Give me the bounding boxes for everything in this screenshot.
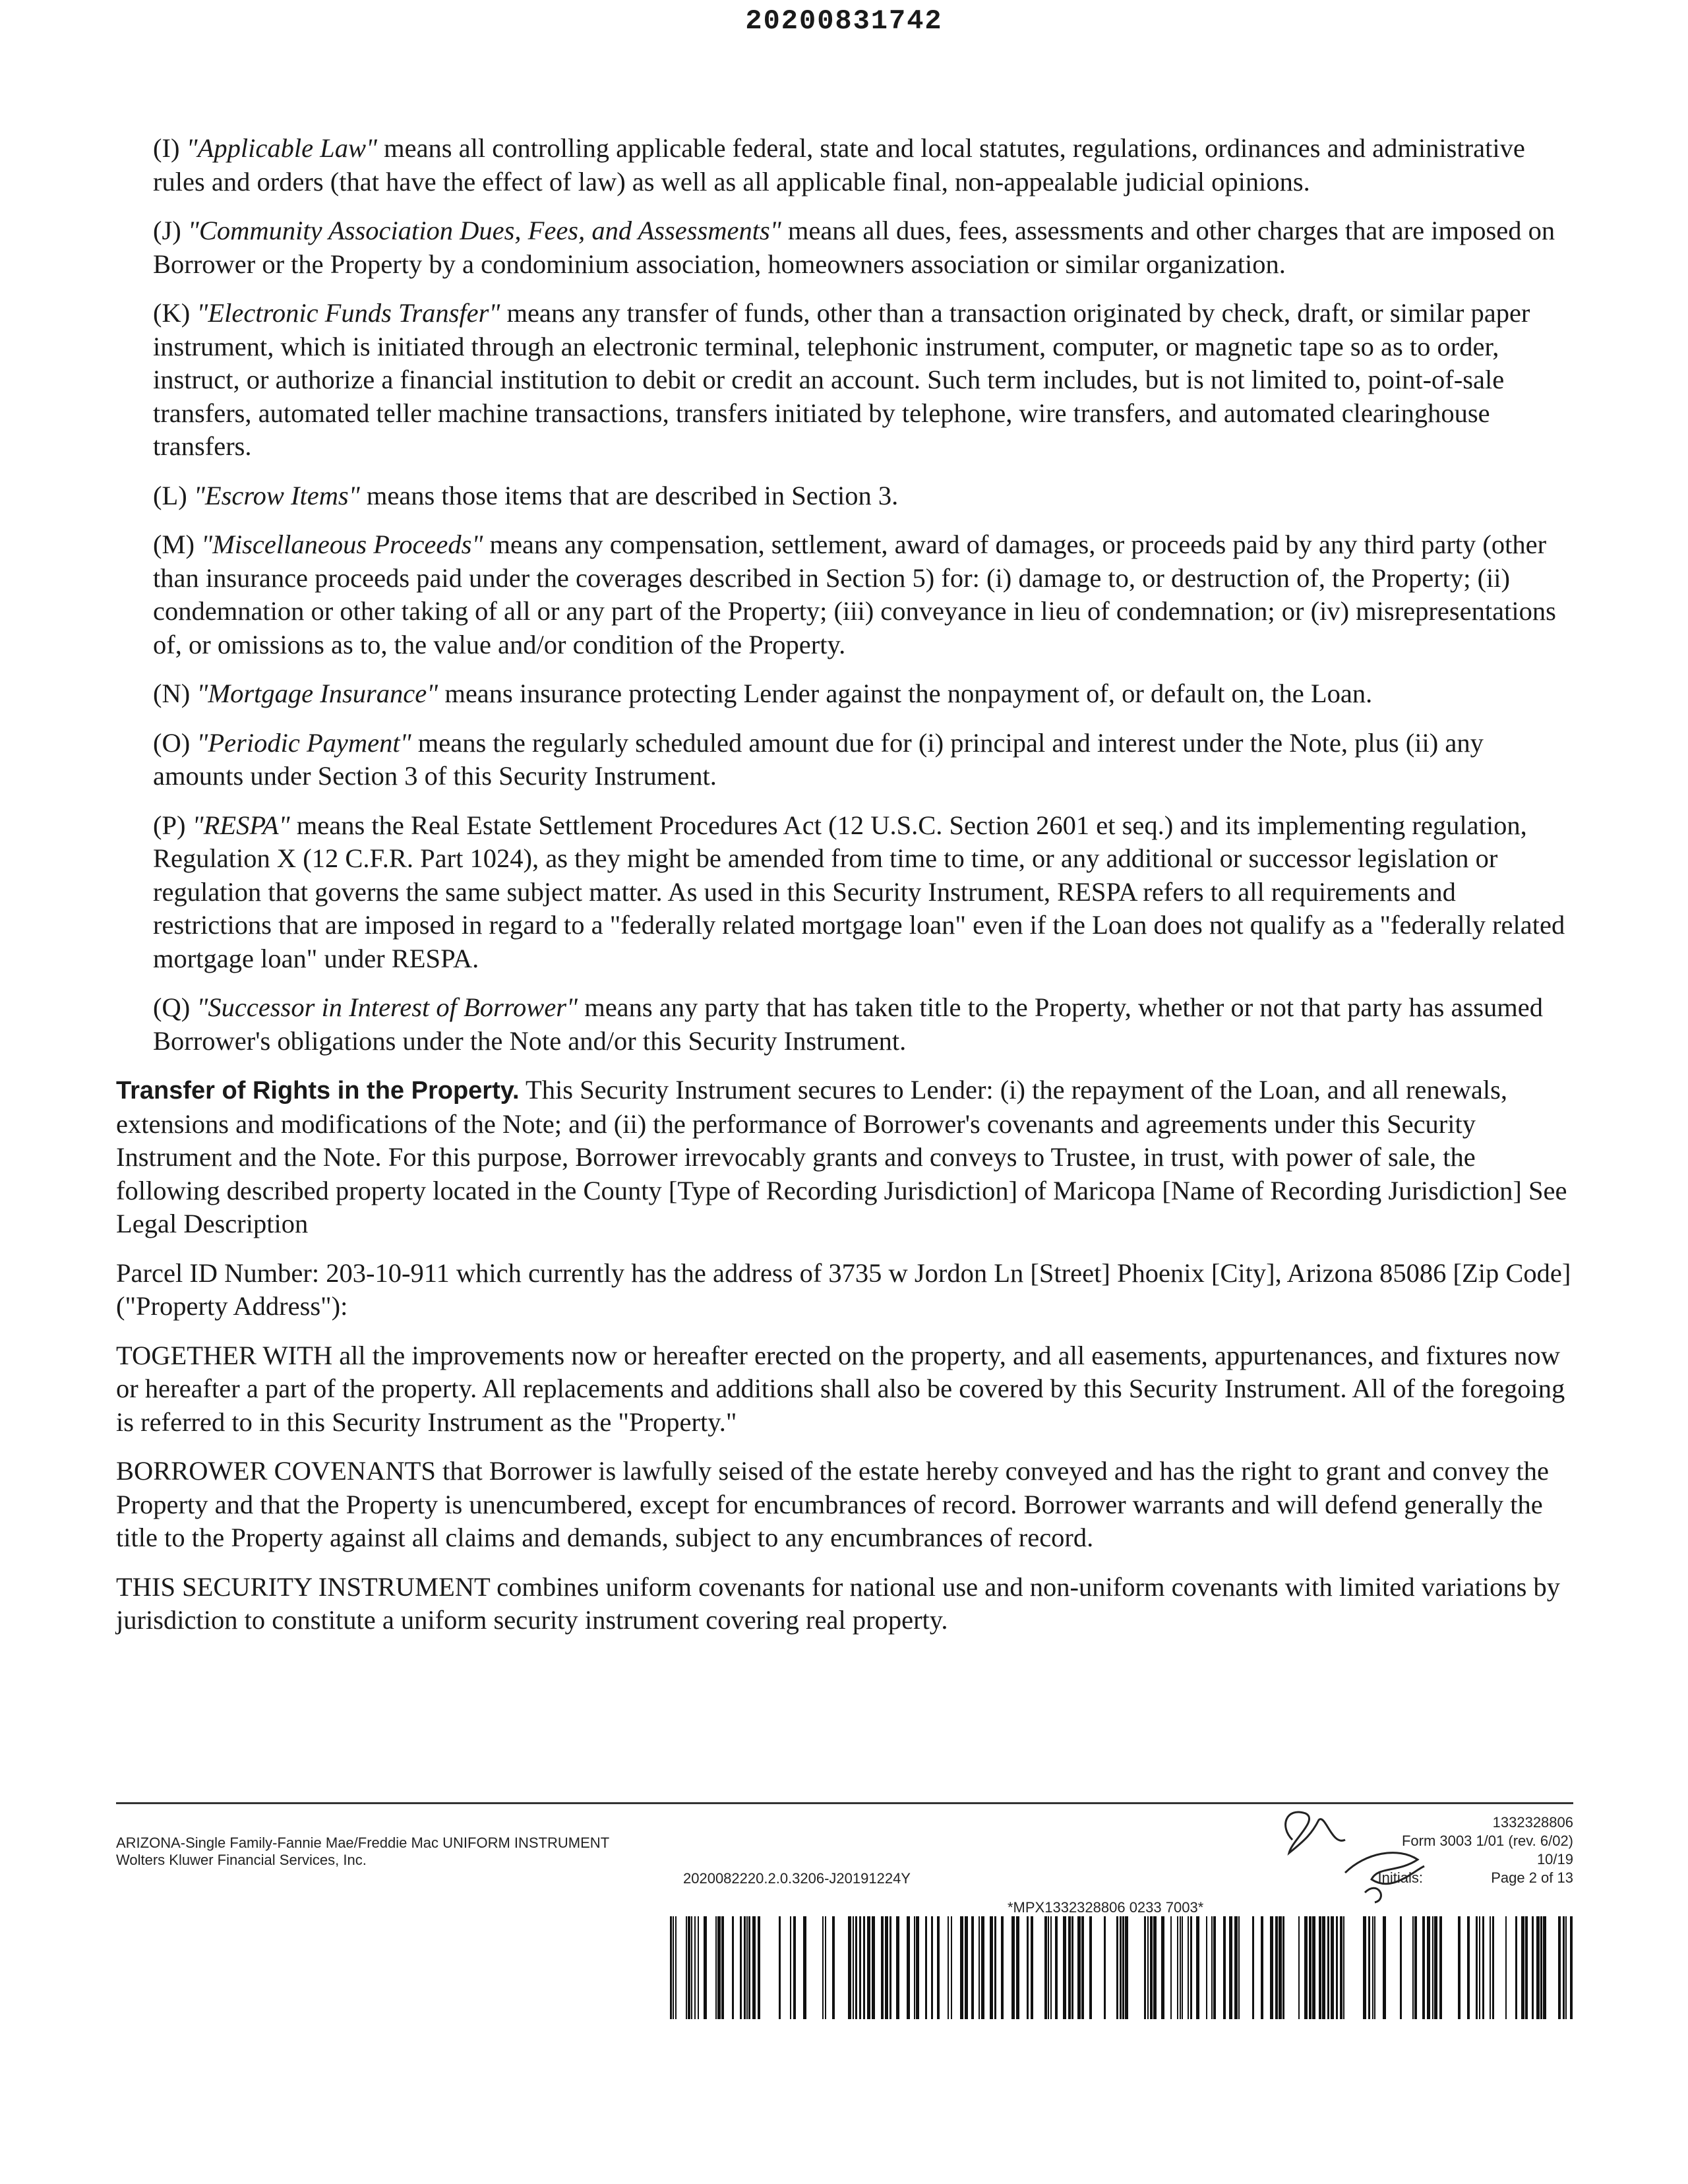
barcode-bar: [1336, 1916, 1338, 2019]
form-number: Form 3003 1/01 (rev. 6/02): [1401, 1833, 1573, 1849]
barcode-bar: [1048, 1916, 1049, 2019]
barcode-bar: [1170, 1916, 1172, 2019]
definition-letter: (M): [153, 530, 195, 559]
barcode-bar: [1104, 1916, 1106, 2019]
barcode-bar: [1532, 1916, 1534, 2019]
definition-letter: (P): [153, 810, 186, 840]
barcode-bar: [793, 1916, 796, 2019]
barcode-bar: [1144, 1916, 1146, 2019]
barcode-bar: [1147, 1916, 1149, 2019]
barcode-bar: [1027, 1916, 1029, 2019]
barcode-bar: [691, 1916, 692, 2019]
barcode-bar: [1427, 1916, 1430, 2019]
definitions-list: [116, 132, 1573, 1058]
barcode-bar: [1206, 1916, 1207, 2019]
barcode-bar: [717, 1916, 721, 2019]
barcode-bar: [914, 1916, 915, 2019]
barcode-bar: [698, 1916, 699, 2019]
barcode-bar: [948, 1916, 949, 2019]
initials-label: Initials:: [1377, 1869, 1423, 1886]
barcode-bar: [960, 1916, 963, 2019]
barcode-bar: [1432, 1916, 1433, 2019]
barcode-bar: [1565, 1916, 1567, 2019]
definition-item: [153, 528, 1573, 661]
definition-text: means all controlling applicable federal, state and local statutes, regulations, ordinances and administrative rules and orders (that have the effect of law) as well as all applicable final, non-appealable judicial opinions.: [153, 133, 1525, 197]
definition-term: "RESPA": [192, 810, 290, 840]
definition-letter: (Q): [153, 992, 191, 1022]
barcode-bar: [1368, 1916, 1370, 2019]
definition-term: "Applicable Law": [186, 133, 377, 163]
barcode-bar: [832, 1916, 835, 2019]
barcode-bar: [1068, 1916, 1071, 2019]
transfer-paragraph: [116, 1074, 1573, 1241]
barcode-bar: [1505, 1916, 1507, 2019]
barcode-bar: [1476, 1916, 1478, 2019]
barcode-bar: [1467, 1916, 1470, 2019]
barcode-bar: [1570, 1916, 1573, 2019]
barcode-bar: [881, 1916, 884, 2019]
barcode-bar: [744, 1916, 746, 2019]
barcode-bar: [1563, 1916, 1565, 2019]
barcode-bar: [1275, 1916, 1278, 2019]
barcode-bar: [981, 1916, 984, 2019]
definition-text: means any party that has taken title to the Property, whether or not that party has assumed Borrower's obligations under the Note and/or this Security Instrument.: [153, 992, 1544, 1056]
transfer-heading: Transfer of Rights in the Property.: [116, 1077, 520, 1105]
barcode-bar: [872, 1916, 875, 2019]
definition-item: [153, 479, 1573, 513]
barcode-bar: [740, 1916, 742, 2019]
barcode-bar: [688, 1916, 690, 2019]
barcode-bar: [779, 1916, 781, 2019]
together-paragraph: TOGETHER WITH all the improvements now or hereafter erected on the property, and all easements, appurtenances, and fixtures now or hereafter a part of the property. All replacements and additions shall also be covered by this Security Instrument. All of the foregoing is referred to in this Security Instrument as the "Property.": [116, 1340, 1565, 1437]
definition-item: [153, 677, 1573, 711]
barcode-bar: [925, 1916, 927, 2019]
barcode-bar: [1223, 1916, 1226, 2019]
transfer-text: This Security Instrument secures to Lender: (i) the repayment of the Loan, and all renewals, extensions and modifications of the Note; and (ii) the performance of Borrower's covenants and agreements under this Security Instrument and the Note. For this purpose, Borrower irrevocably grants and conveys to Trustee, in trust, with power of sale, the following described property located in the County [Type of Recording Jurisdiction] of Maricopa [Name of Recording Jurisdiction] See Legal Description: [116, 1075, 1567, 1238]
definition-item: [153, 809, 1573, 976]
definition-text: means all dues, fees, assessments and other charges that are imposed on Borrower or the Property by a condominium association, homeowners association or similar organization.: [153, 216, 1555, 279]
barcode-bar: [1312, 1916, 1315, 2019]
definition-letter: (K): [153, 298, 191, 328]
barcode-bar: [1234, 1916, 1238, 2019]
barcode-bar: [1540, 1916, 1542, 2019]
barcode-bar: [790, 1916, 791, 2019]
definition-term: "Electronic Funds Transfer": [196, 298, 500, 328]
barcode-bar: [1050, 1916, 1052, 2019]
barcode-bar: [889, 1916, 891, 2019]
barcode-bar: [848, 1916, 851, 2019]
barcode-bar: [1482, 1916, 1484, 2019]
barcode-bar: [1282, 1916, 1284, 2019]
borrower-covenants-paragraph: BORROWER COVENANTS that Borrower is lawfully seised of the estate hereby conveyed and has the right to grant and convey the Property and that the Property is unencumbered, except for encumbrances of record. Borrower warrants and will defend generally the title to the Property against all claims and demands, subject to any encumbrances of record.: [116, 1456, 1549, 1552]
barcode-bar: [1120, 1916, 1122, 2019]
barcode-bar: [673, 1916, 674, 2019]
definition-text: means any compensation, settlement, award of damages, or proceeds paid by any third party (other than insurance proceeds paid under the coverages described in Section 5) for: (i) damage to, or destruction of, the Property; (ii) condemnation or other taking of all or any part of the Property; (iii) conveyance in lieu of condemnation; or (iv) misrepresentations of, or omissions as to, the value and/or condition of the Property.: [153, 530, 1556, 659]
definition-letter: (L): [153, 480, 187, 510]
barcode-bar: [1414, 1916, 1417, 2019]
barcode-bar: [1116, 1916, 1118, 2019]
definition-letter: (N): [153, 679, 191, 708]
barcode-bar: [1125, 1916, 1128, 2019]
barcode-bar: [1515, 1916, 1517, 2019]
barcode-bar: [1177, 1916, 1178, 2019]
barcode-bar: [704, 1916, 707, 2019]
barcode-bar: [1536, 1916, 1540, 2019]
barcode-bar: [1434, 1916, 1437, 2019]
barcode-bar: [746, 1916, 748, 2019]
definition-letter: (J): [153, 216, 181, 245]
page-number: Page 2 of 13: [1491, 1869, 1573, 1886]
barcode-bar: [1490, 1916, 1491, 2019]
definition-letter: (I): [153, 133, 180, 163]
document-number: 20200831742: [745, 5, 943, 37]
barcode-bar: [1211, 1916, 1213, 2019]
barcode-bar: [1327, 1916, 1329, 2019]
definition-term: "Community Association Dues, Fees, and Assessments": [187, 216, 781, 245]
barcode-bar: [937, 1916, 940, 2019]
definition-term: "Escrow Items": [193, 480, 360, 510]
definition-term: "Mortgage Insurance": [196, 679, 438, 708]
barcode-bar: [1521, 1916, 1524, 2019]
barcode-bar: [1319, 1916, 1321, 2019]
initials-signature: [1266, 1800, 1464, 1906]
barcode-bar: [916, 1916, 919, 2019]
form-revision: 10/19: [1536, 1851, 1573, 1867]
barcode-bar: [732, 1916, 734, 2019]
barcode-bar: [1001, 1916, 1004, 2019]
barcode-bar: [971, 1916, 974, 2019]
barcode-bar: [859, 1916, 861, 2019]
barcode-bar: [686, 1916, 687, 2019]
barcode-bar: [1400, 1916, 1402, 2019]
security-instrument-paragraph: THIS SECURITY INSTRUMENT combines uniform covenants for national use and non-uniform covenants with limited variations by jurisdiction to constitute a uniform security instrument covering real property.: [116, 1571, 1561, 1635]
barcode-bar: [748, 1916, 750, 2019]
barcode-bar: [1016, 1916, 1019, 2019]
barcode-bar: [694, 1916, 696, 2019]
definition-item: [153, 214, 1573, 281]
barcode-bar: [1261, 1916, 1263, 2019]
definition-text: means the regularly scheduled amount due for (i) principal and interest under the Note, plus (ii) any amounts under Section 3 of this Security Instrument.: [153, 727, 1484, 791]
barcode-bar: [1298, 1916, 1300, 2019]
definition-term: "Successor in Interest of Borrower": [196, 992, 578, 1022]
definition-term: "Periodic Payment": [196, 727, 411, 758]
barcode-bar: [965, 1916, 968, 2019]
barcode-bar: [1270, 1916, 1273, 2019]
barcode-label: *MPX1332328806 0233 7003*: [1008, 1899, 1204, 1916]
barcode-bar: [1492, 1916, 1494, 2019]
barcode-bar: [1182, 1916, 1183, 2019]
barcode-bar: [1089, 1916, 1092, 2019]
barcode-bar: [822, 1916, 824, 2019]
definition-term: "Miscellaneous Proceeds": [201, 530, 483, 559]
barcode-bar: [1180, 1916, 1181, 2019]
barcode-bar: [803, 1916, 806, 2019]
barcode-bar: [1153, 1916, 1157, 2019]
barcode: [670, 1916, 1575, 2019]
definition-text: means insurance protecting Lender against the nonpayment of, or default on, the Loan.: [438, 679, 1373, 708]
barcode-bar: [1439, 1916, 1442, 2019]
barcode-bar: [867, 1916, 870, 2019]
barcode-bar: [1331, 1916, 1334, 2019]
barcode-bar: [863, 1916, 865, 2019]
barcode-bar: [715, 1916, 717, 2019]
definition-item: [153, 727, 1573, 793]
barcode-bar: [1122, 1916, 1124, 2019]
form-title: ARIZONA-Single Family-Fannie Mae/Freddie Mac UNIFORM INSTRUMENT: [116, 1835, 610, 1851]
loan-number: 1332328806: [1492, 1814, 1573, 1831]
barcode-bar: [1322, 1916, 1325, 2019]
barcode-bar: [758, 1916, 760, 2019]
barcode-bar: [1412, 1916, 1414, 2019]
barcode-bar: [1458, 1916, 1461, 2019]
barcode-bar: [979, 1916, 980, 2019]
barcode-bar: [931, 1916, 933, 2019]
barcode-bar: [1055, 1916, 1058, 2019]
barcode-bar: [1558, 1916, 1561, 2019]
barcode-bar: [1309, 1916, 1311, 2019]
barcode-bar: [752, 1916, 756, 2019]
barcode-bar: [1238, 1916, 1240, 2019]
barcode-bar: [1213, 1916, 1216, 2019]
barcode-bar: [1374, 1916, 1375, 2019]
barcode-bar: [1279, 1916, 1282, 2019]
barcode-bar: [1343, 1916, 1344, 2019]
definition-item: [153, 297, 1573, 464]
definition-item: [153, 991, 1573, 1058]
barcode-bar: [951, 1916, 952, 2019]
barcode-bar: [1304, 1916, 1308, 2019]
barcode-bar: [1044, 1916, 1047, 2019]
barcode-bar: [885, 1916, 888, 2019]
footer-form-info: [116, 1835, 609, 1869]
barcode-bar: [1252, 1916, 1254, 2019]
barcode-bar: [853, 1916, 854, 2019]
barcode-bar: [1081, 1916, 1084, 2019]
barcode-bar: [1077, 1916, 1081, 2019]
barcode-bar: [675, 1916, 677, 2019]
definition-text: means the Real Estate Settlement Procedures Act (12 U.S.C. Section 2601 et seq.) and its implementing regulation, Regulation X (12 C.F.R. Part 1024), as they might be amended from time to time, or any additional or successor legislation or regulation that governs the same subject matter. As used in this Security Instrument, RESPA refers to all requirements and restrictions that are imposed in regard to a "federally related mortgage loan" even if the Loan does not qualify as a "federally related mortgage loan" under RESPA.: [153, 810, 1565, 973]
barcode-bar: [721, 1916, 724, 2019]
publisher: Wolters Kluwer Financial Services, Inc.: [116, 1852, 367, 1868]
barcode-bar: [1340, 1916, 1342, 2019]
barcode-bar: [1063, 1916, 1066, 2019]
document-code: 2020082220.2.0.3206-J20191224Y: [683, 1870, 911, 1887]
barcode-bar: [1363, 1916, 1366, 2019]
barcode-bar: [994, 1916, 996, 2019]
barcode-bar: [990, 1916, 993, 2019]
definition-text: means those items that are described in Section 3.: [359, 480, 899, 510]
barcode-bar: [1372, 1916, 1373, 2019]
barcode-bar: [1525, 1916, 1528, 2019]
barcode-bar: [1196, 1916, 1199, 2019]
barcode-bar: [1188, 1916, 1189, 2019]
barcode-bar: [1383, 1916, 1386, 2019]
barcode-bar: [825, 1916, 826, 2019]
barcode-bar: [907, 1916, 910, 2019]
definition-letter: (O): [153, 727, 191, 758]
definition-item: [153, 132, 1573, 198]
parcel-paragraph: Parcel ID Number: 203-10-911 which currently has the address of 3735 w Jordon Ln [Street] Phoenix [City], Arizona 85086 [Zip Code] ("Property Address"):: [116, 1258, 1571, 1321]
barcode-bar: [1150, 1916, 1153, 2019]
barcode-bar: [1031, 1916, 1033, 2019]
definition-text: means any transfer of funds, other than a transaction originated by check, draft, or similar paper instrument, which is initiated through an electronic terminal, telephonic instrument, computer, or magnetic tape so as to order, instruct, or authorize a financial institution to debit or credit an account. Such term includes, but is not limited to, point-of-sale transfers, automated teller machine transactions, transfers initiated by telephone, wire transfers, and automated clearinghouse transfers.: [153, 298, 1530, 461]
barcode-bar: [1190, 1916, 1192, 2019]
barcode-bar: [1011, 1916, 1015, 2019]
barcode-bar: [1071, 1916, 1073, 2019]
barcode-bar: [670, 1916, 672, 2019]
barcode-bar: [896, 1916, 899, 2019]
barcode-bar: [1422, 1916, 1425, 2019]
document-body: [116, 132, 1573, 1653]
barcode-bar: [1229, 1916, 1232, 2019]
barcode-bar: [1161, 1916, 1164, 2019]
barcode-bar: [1479, 1916, 1480, 2019]
barcode-bar: [1543, 1916, 1546, 2019]
barcode-bar: [855, 1916, 857, 2019]
